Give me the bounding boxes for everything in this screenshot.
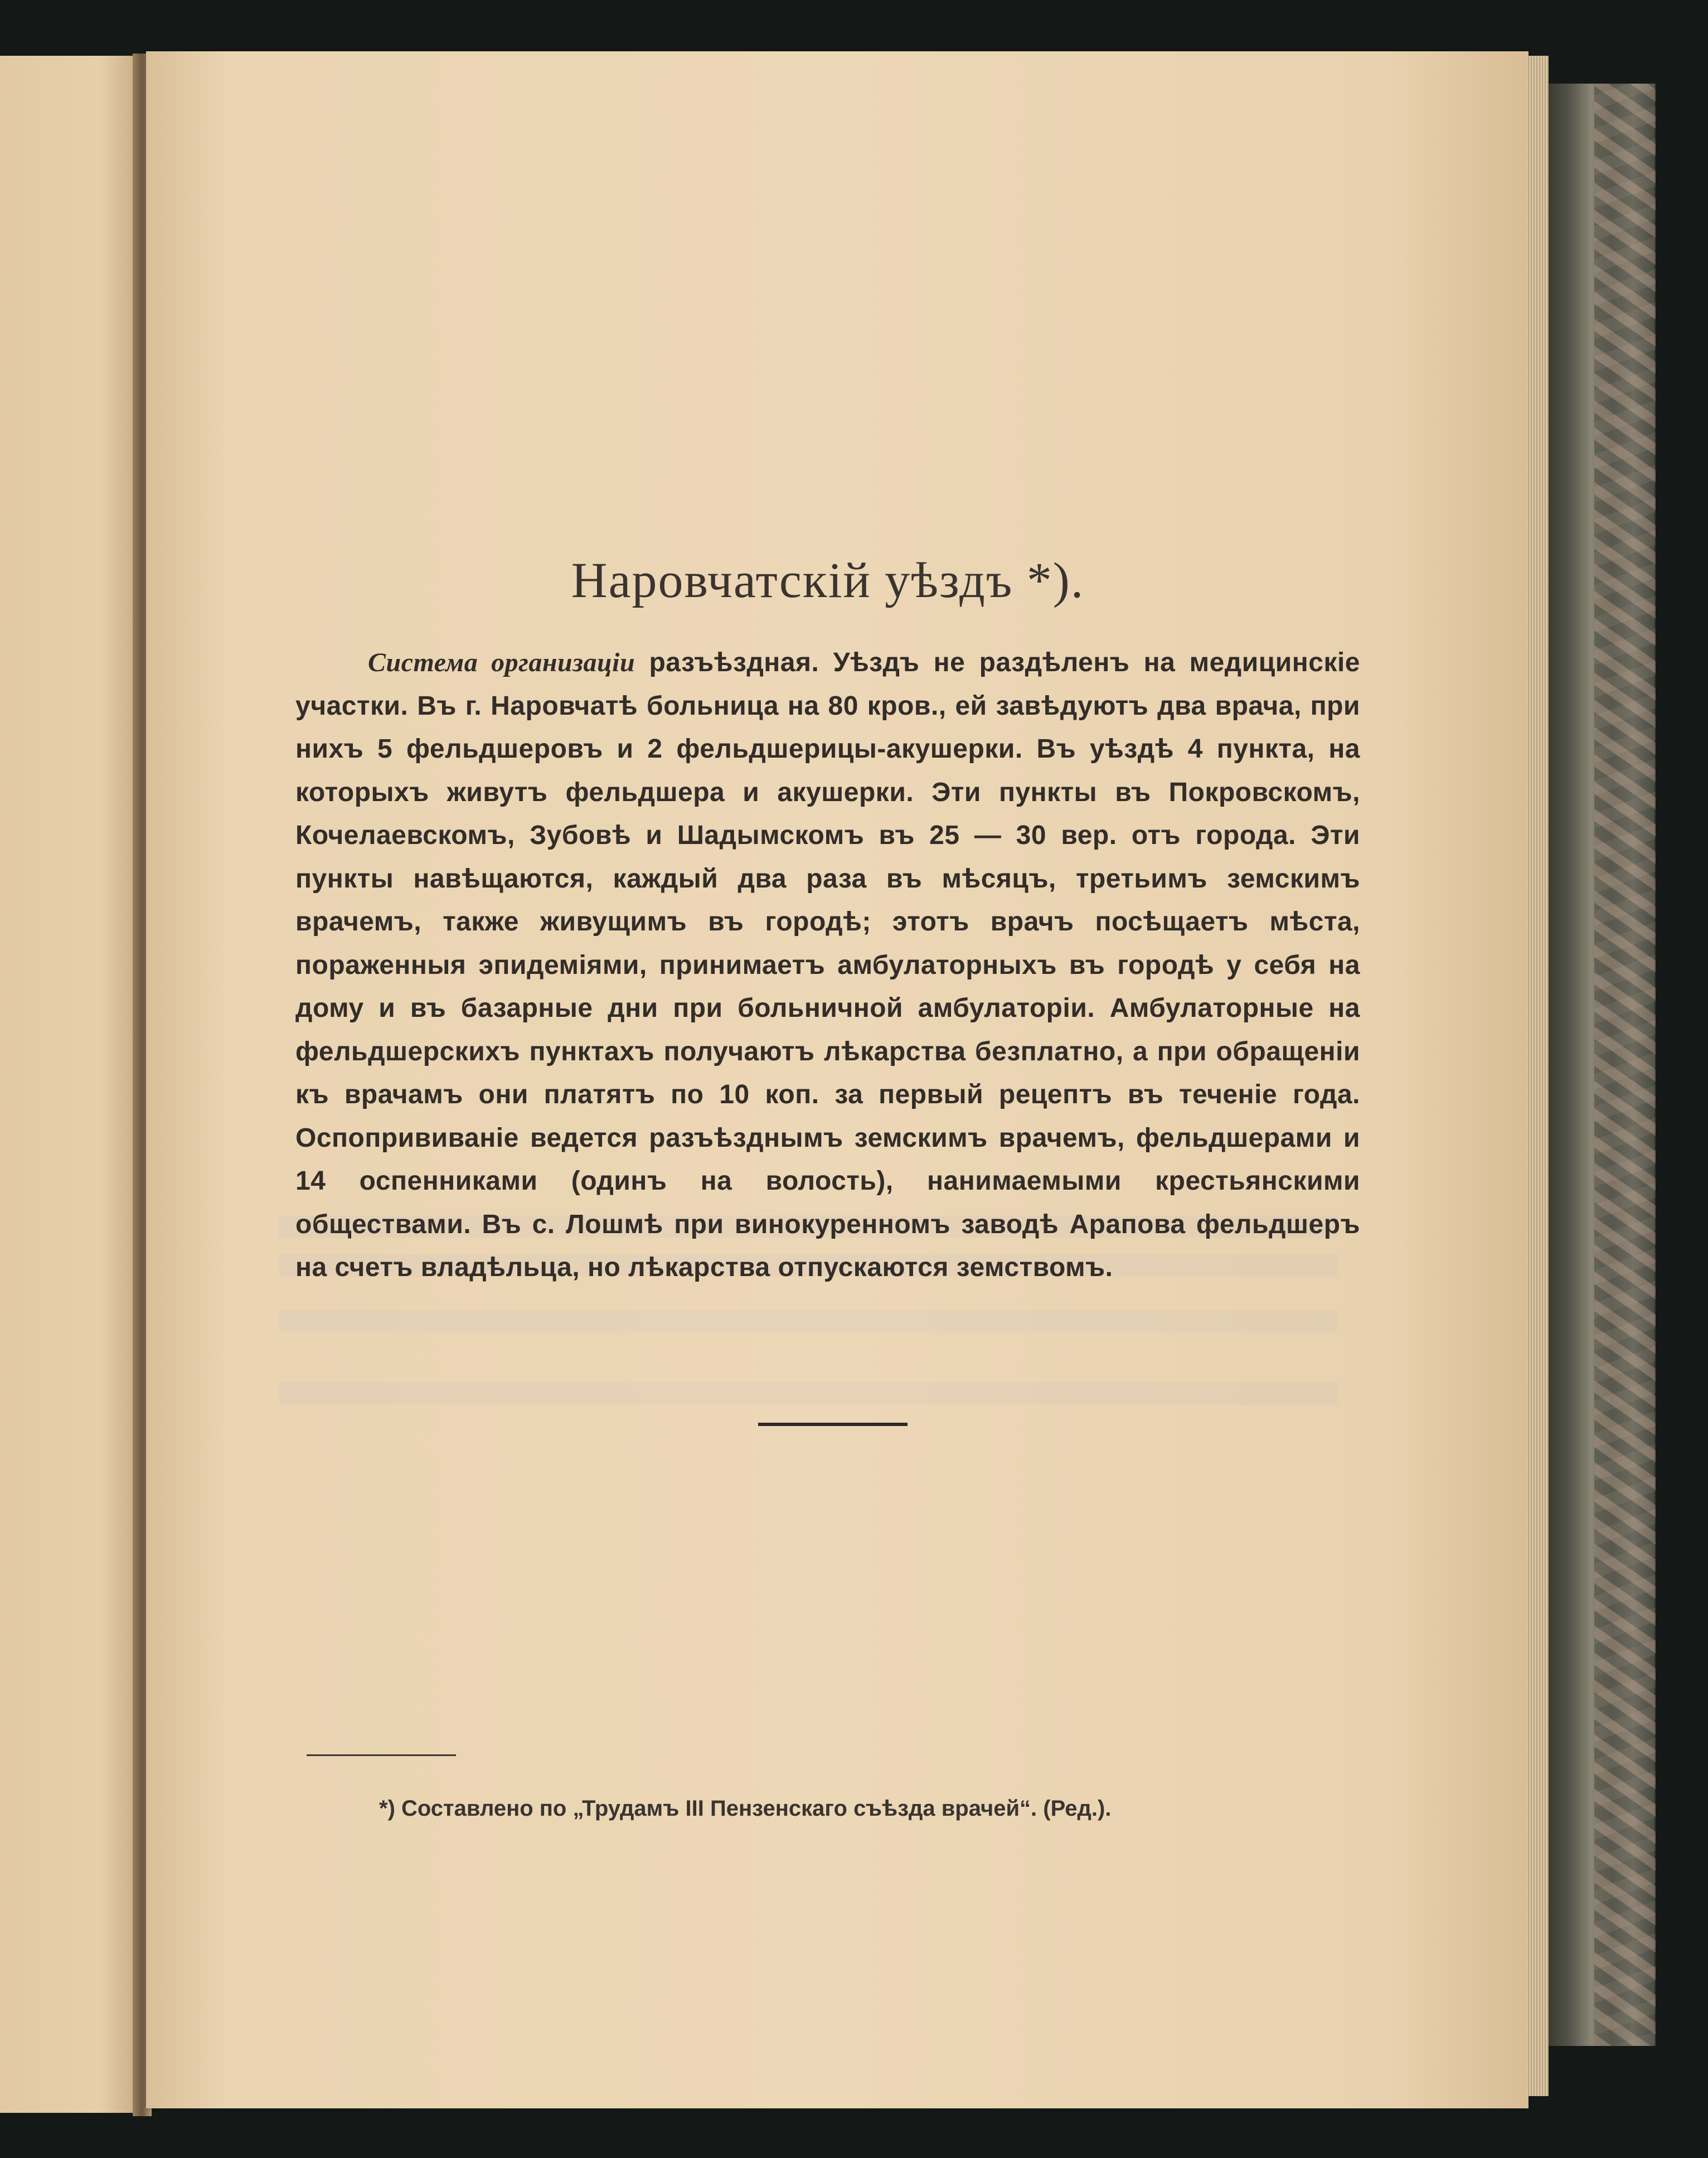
bleed-through <box>279 1310 1338 1332</box>
page-edges <box>1526 56 1549 2096</box>
marbled-cover <box>1594 84 1656 2046</box>
left-page <box>0 56 142 2113</box>
section-title: Наровчатскій уѣздъ *). <box>571 553 1085 608</box>
section-end-rule <box>758 1423 908 1426</box>
text-block <box>295 641 1360 1289</box>
paragraph-text: разъѣздная. Уѣздъ не раздѣленъ на медицинскіе участки. Въ г. Наровчатѣ больница на 80 кров., ей завѣдуютъ два врача, при нихъ 5 фельдшеровъ и 2 фельдшерицы-акушерки. Въ уѣздѣ 4 пункта, на которыхъ живутъ фельдшера и акушерки. Эти пункты въ Покровскомъ, Кочелаевскомъ, Зубовѣ и Шадымскомъ въ 25 — 30 вер. отъ города. Эти пункты навѣщаются, каждый два раза въ мѣсяцъ, третьимъ земскимъ врачемъ, также живущимъ въ городѣ; этотъ врачъ посѣщаетъ мѣста, пораженныя эпидеміями, принимаетъ амбулаторныхъ въ городѣ у себя на дому и въ базарные дни при больничной амбулаторіи. Амбулаторные на фельдшерскихъ пунктахъ получаютъ лѣкарства безплатно, а при обращеніи къ врачамъ они платятъ по 10 коп. за первый рецептъ въ теченіе года. Оспопрививаніе ведется разъѣзднымъ земскимъ врачемъ, фельдшерами и 14 оспенниками (одинъ на волость), нанимаемыми крестьянскими обществами. Въ с. Лошмѣ при винокуренномъ заводѣ Арапова фельдшеръ на счетъ владѣльца, но лѣкарства отпускаются земствомъ. <box>295 648 1361 1282</box>
lead-phrase: Система организаціи <box>368 648 635 677</box>
footnote: *) Составлено по „Трудамъ III Пензенскаго съѣзда врачей“. (Ред.). <box>379 1796 1112 1821</box>
footnote-separator <box>307 1754 456 1756</box>
bleed-through <box>279 1383 1338 1405</box>
body-paragraph <box>295 641 1360 1289</box>
